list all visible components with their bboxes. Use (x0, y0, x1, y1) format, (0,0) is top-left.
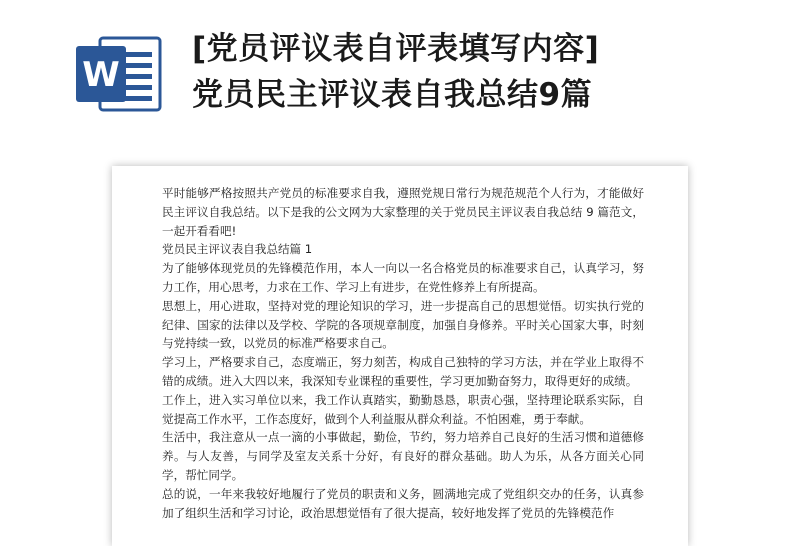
paragraph: 工作上，进入实习单位以来，我工作认真踏实，勤勤恳恳，职责心强，坚持理论联系实际，自觉提高工作水平，工作态度好，做到个人利益服从群众利益。不怕困难，勇于奉献。 (162, 392, 644, 426)
paragraph: 总的说，一年来我较好地履行了党员的职责和义务，圆满地完成了党组织交办的任务，认真参加了组织生活和学习讨论，政治思想觉悟有了很大提高，较好地发挥了党员的先锋模范作 (162, 486, 644, 520)
paragraph: 思想上，用心进取，坚持对党的理论知识的学习，进一步提高自己的思想觉悟。切实执行党的纪律、国家的法律以及学校、学院的各项规章制度，加强自身修养。平时关心国家大事，时刻与党持续一致，以党员的标准严格要求自己。 (162, 298, 644, 351)
title-line-2: 党员民主评议表自我总结9篇 (192, 77, 593, 113)
svg-text:W: W (82, 55, 120, 95)
page-title (192, 26, 782, 118)
paragraph: 平时能够严格按照共产党员的标准要求自我，遵照党规日常行为规范规范个人行为，才能做好民主评议自我总结。以下是我的公文网为大家整理的关于党员民主评议表自我总结 9 篇范文，一起开看看吧! (162, 186, 644, 238)
paragraph: 生活中，我注意从一点一滴的小事做起，勤俭，节约，努力培养自己良好的生活习惯和道德修养。与人友善，与同学及室友关系十分好，有良好的群众基础。助人为乐，从各方面关心同学，帮忙同学。 (162, 430, 644, 482)
document-page (112, 166, 688, 546)
document-body (162, 184, 644, 522)
paragraph: 为了能够体现党员的先锋模范作用，本人一向以一名合格党员的标准要求自己，认真学习，努力工作，用心思考，力求在工作、学习上有进步，在党性修养上有所提高。 (162, 261, 644, 294)
title-line-1: [党员评议表自评表填写内容] (192, 31, 600, 67)
header (0, 0, 800, 160)
word-document-icon (74, 34, 164, 114)
section-heading: 党员民主评议表自我总结篇 1 (162, 242, 313, 257)
paragraph: 学习上，严格要求自己，态度端正，努力刻苦，构成自己独特的学习方法，并在学业上取得不错的成绩。进入大四以来，我深知专业课程的重要性，学习更加勤奋努力，取得更好的成绩。 (162, 355, 644, 388)
